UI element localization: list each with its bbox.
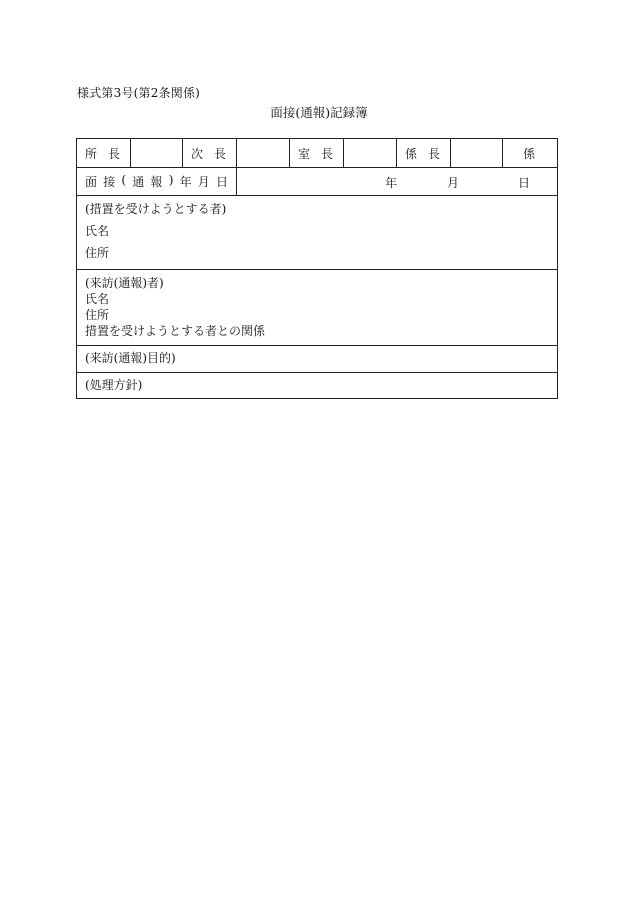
day-label: 日	[518, 176, 531, 190]
record-table	[76, 138, 558, 399]
purpose-heading: (来訪(通報)目的)	[85, 351, 176, 365]
year-label: 年	[385, 176, 398, 190]
approval-stamp-office-chief[interactable]	[344, 139, 397, 168]
visitor-name-label: 氏名	[85, 292, 110, 306]
approval-label-staff: 係	[503, 139, 558, 168]
visitor-field[interactable]	[77, 270, 558, 346]
form-number: 様式第3号(第2条関係)	[77, 86, 201, 100]
policy-heading: (処理方針)	[85, 378, 143, 392]
policy-field[interactable]	[77, 373, 558, 399]
subject-name-label: 氏名	[85, 224, 110, 238]
approval-label-director: 所 長	[77, 139, 131, 168]
visitor-address-label: 住所	[85, 308, 110, 322]
month-label: 月	[447, 176, 460, 190]
visitor-relation-label: 措置を受けようとする者との関係	[85, 324, 266, 338]
date-row	[77, 168, 558, 196]
visitor-heading: (来訪(通報)者)	[85, 276, 164, 290]
visitor-row	[77, 270, 558, 346]
approval-label-office-chief: 室 長	[290, 139, 344, 168]
purpose-field[interactable]	[77, 346, 558, 373]
approval-label-section-chief: 係 長	[397, 139, 451, 168]
document-title: 面接(通報)記録簿	[270, 105, 368, 120]
policy-row	[77, 373, 558, 399]
approval-stamp-deputy[interactable]	[237, 139, 290, 168]
approval-label-deputy: 次 長	[183, 139, 237, 168]
date-label: 面 接 ( 通 報 ) 年 月 日	[77, 168, 237, 196]
approval-stamp-section-chief[interactable]	[451, 139, 503, 168]
date-value-field[interactable]	[237, 168, 558, 196]
subject-row	[77, 196, 558, 270]
purpose-row	[77, 346, 558, 373]
approval-stamp-director[interactable]	[131, 139, 183, 168]
subject-heading: (措置を受けようとする者)	[85, 202, 227, 216]
approval-row	[77, 139, 558, 168]
subject-address-label: 住所	[85, 246, 110, 260]
subject-field[interactable]	[77, 196, 558, 270]
